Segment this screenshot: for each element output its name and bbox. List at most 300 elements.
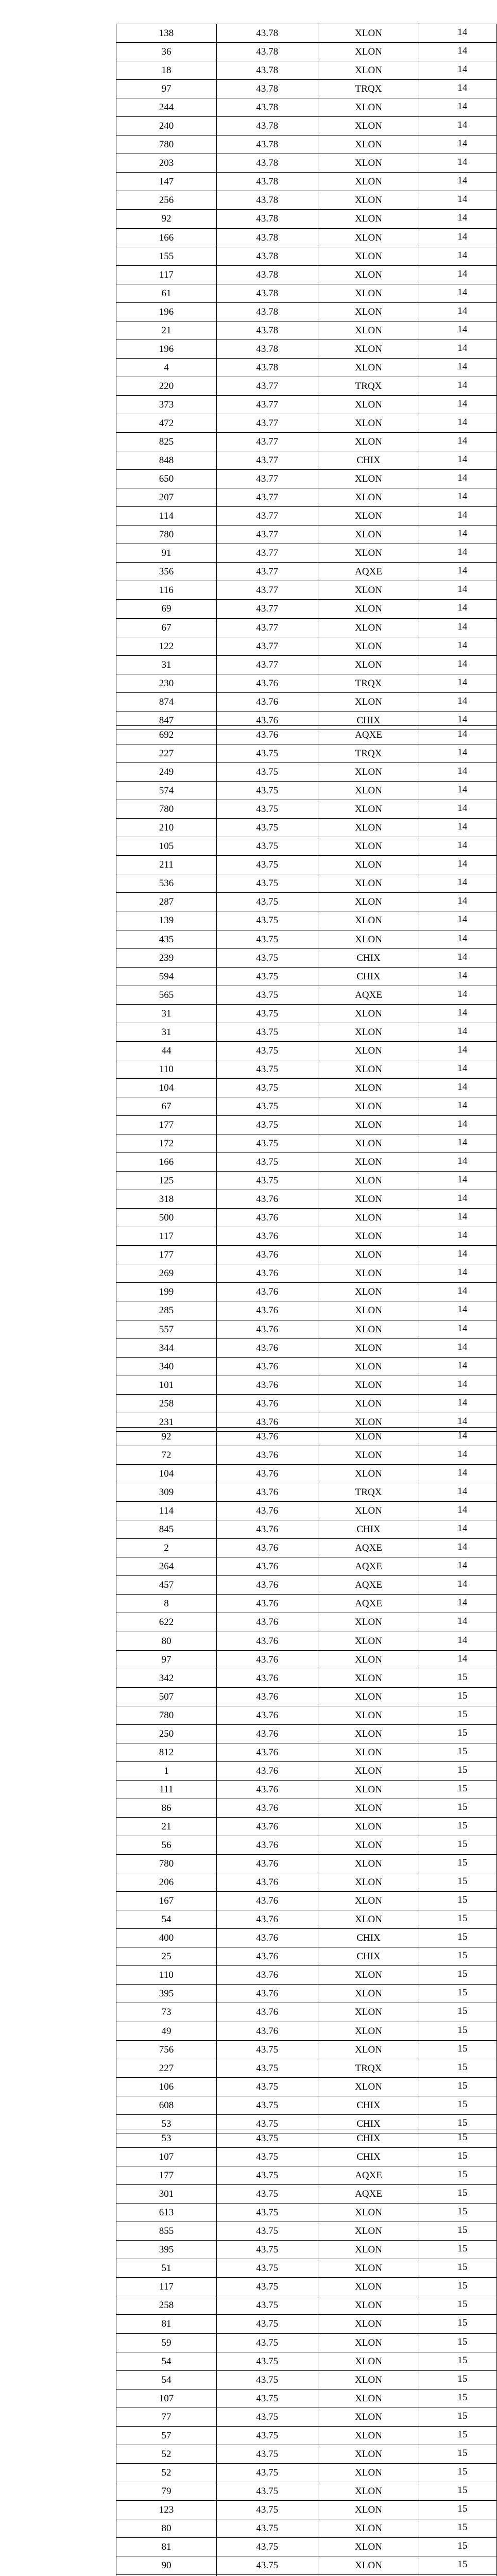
venue-cell: XLON bbox=[318, 837, 419, 856]
venue-cell: XLON bbox=[318, 1743, 419, 1761]
volume-cell: 240 bbox=[116, 117, 217, 135]
price-cell: 43.75 bbox=[216, 2059, 318, 2077]
volume-cell: 435 bbox=[116, 930, 217, 948]
table-row bbox=[116, 2278, 497, 2296]
volume-cell: 117 bbox=[116, 265, 217, 284]
table-row bbox=[116, 2059, 497, 2077]
volume-cell: 285 bbox=[116, 1301, 217, 1320]
table-row bbox=[116, 1724, 497, 1743]
venue-cell: XLON bbox=[318, 800, 419, 819]
venue-cell: AQXE bbox=[318, 2185, 419, 2204]
time-cell: 14 bbox=[419, 24, 497, 43]
price-cell: 43.76 bbox=[216, 1465, 318, 1483]
volume-cell: 54 bbox=[116, 2352, 217, 2370]
volume-cell: 207 bbox=[116, 488, 217, 507]
price-cell: 43.75 bbox=[216, 930, 318, 948]
table-row bbox=[116, 2500, 497, 2519]
time-cell: 14 bbox=[419, 1650, 497, 1669]
table-row bbox=[116, 2556, 497, 2575]
table-row bbox=[116, 1947, 497, 1966]
table-row bbox=[116, 98, 497, 117]
volume-cell: 249 bbox=[116, 763, 217, 782]
table-row bbox=[116, 1892, 497, 1910]
price-cell: 43.76 bbox=[216, 1595, 318, 1613]
venue-cell: XLON bbox=[318, 930, 419, 948]
price-cell: 43.76 bbox=[216, 711, 318, 730]
price-cell: 43.76 bbox=[216, 1520, 318, 1539]
venue-cell: XLON bbox=[318, 526, 419, 544]
price-cell: 43.78 bbox=[216, 265, 318, 284]
table-row bbox=[116, 655, 497, 674]
volume-cell: 90 bbox=[116, 2556, 217, 2575]
venue-cell: CHIX bbox=[318, 967, 419, 986]
volume-cell: 847 bbox=[116, 711, 217, 730]
time-cell: 15 bbox=[419, 2241, 497, 2259]
venue-cell: XLON bbox=[318, 98, 419, 117]
table-row bbox=[116, 856, 497, 874]
time-cell: 14 bbox=[419, 744, 497, 763]
volume-cell: 21 bbox=[116, 1817, 217, 1836]
venue-cell: XLON bbox=[318, 1134, 419, 1153]
volume-cell: 44 bbox=[116, 1041, 217, 1060]
venue-cell: AQXE bbox=[318, 986, 419, 1004]
volume-cell: 594 bbox=[116, 967, 217, 986]
price-cell: 43.76 bbox=[216, 1227, 318, 1246]
table-row bbox=[116, 2296, 497, 2315]
table-row bbox=[116, 1687, 497, 1706]
venue-cell: XLON bbox=[318, 1966, 419, 1985]
volume-cell: 264 bbox=[116, 1557, 217, 1576]
time-cell: 14 bbox=[419, 61, 497, 80]
venue-cell: XLON bbox=[318, 600, 419, 618]
price-cell: 43.77 bbox=[216, 451, 318, 470]
price-cell: 43.75 bbox=[216, 744, 318, 763]
table-row bbox=[116, 191, 497, 210]
price-cell: 43.77 bbox=[216, 433, 318, 451]
volume-cell: 227 bbox=[116, 744, 217, 763]
venue-cell: XLON bbox=[318, 2408, 419, 2426]
price-cell: 43.75 bbox=[216, 2556, 318, 2575]
venue-cell: XLON bbox=[318, 1209, 419, 1227]
price-cell: 43.76 bbox=[216, 1539, 318, 1557]
volume-cell: 874 bbox=[116, 692, 217, 711]
time-cell: 15 bbox=[419, 1855, 497, 1873]
table-row bbox=[116, 61, 497, 80]
volume-cell: 172 bbox=[116, 1134, 217, 1153]
table-row bbox=[116, 1985, 497, 2003]
price-cell: 43.76 bbox=[216, 1376, 318, 1394]
volume-cell: 31 bbox=[116, 1023, 217, 1041]
time-cell: 15 bbox=[419, 2222, 497, 2241]
venue-cell: XLON bbox=[318, 2222, 419, 2241]
volume-cell: 54 bbox=[116, 1910, 217, 1929]
price-cell: 43.75 bbox=[216, 2129, 318, 2148]
time-cell: 15 bbox=[419, 2204, 497, 2222]
time-cell: 15 bbox=[419, 1873, 497, 1892]
price-cell: 43.77 bbox=[216, 544, 318, 563]
venue-cell: XLON bbox=[318, 284, 419, 302]
price-cell: 43.75 bbox=[216, 1060, 318, 1078]
venue-cell: CHIX bbox=[318, 1929, 419, 1947]
volume-cell: 125 bbox=[116, 1172, 217, 1190]
table-row bbox=[116, 2022, 497, 2040]
venue-cell: XLON bbox=[318, 1836, 419, 1855]
time-cell: 15 bbox=[419, 2333, 497, 2352]
price-cell: 43.78 bbox=[216, 321, 318, 340]
time-cell: 15 bbox=[419, 1724, 497, 1743]
table-row bbox=[116, 2482, 497, 2500]
table-row bbox=[116, 1246, 497, 1264]
price-cell: 43.75 bbox=[216, 986, 318, 1004]
venue-cell: XLON bbox=[318, 782, 419, 800]
time-cell: 15 bbox=[419, 1836, 497, 1855]
venue-cell: CHIX bbox=[318, 1947, 419, 1966]
table-row bbox=[116, 2222, 497, 2241]
price-cell: 43.76 bbox=[216, 1301, 318, 1320]
venue-cell: CHIX bbox=[318, 2148, 419, 2166]
venue-cell: CHIX bbox=[318, 2114, 419, 2133]
price-cell: 43.75 bbox=[216, 837, 318, 856]
time-cell: 14 bbox=[419, 674, 497, 692]
venue-cell: XLON bbox=[318, 321, 419, 340]
volume-cell: 239 bbox=[116, 948, 217, 967]
table-row bbox=[116, 837, 497, 856]
volume-cell: 106 bbox=[116, 2077, 217, 2096]
volume-cell: 196 bbox=[116, 340, 217, 358]
venue-cell: XLON bbox=[318, 2538, 419, 2556]
time-cell: 14 bbox=[419, 948, 497, 967]
time-cell: 14 bbox=[419, 1539, 497, 1557]
time-cell: 14 bbox=[419, 191, 497, 210]
volume-cell: 211 bbox=[116, 856, 217, 874]
price-cell: 43.75 bbox=[216, 948, 318, 967]
volume-cell: 395 bbox=[116, 1985, 217, 2003]
venue-cell: XLON bbox=[318, 2204, 419, 2222]
price-cell: 43.75 bbox=[216, 2296, 318, 2315]
venue-cell: CHIX bbox=[318, 2096, 419, 2114]
venue-cell: AQXE bbox=[318, 2166, 419, 2185]
time-cell: 15 bbox=[419, 1947, 497, 1966]
volume-cell: 110 bbox=[116, 1060, 217, 1078]
table-row bbox=[116, 154, 497, 173]
table-row bbox=[116, 911, 497, 930]
venue-cell: XLON bbox=[318, 2445, 419, 2463]
time-cell: 14 bbox=[419, 1557, 497, 1576]
volume-cell: 81 bbox=[116, 2538, 217, 2556]
time-cell: 14 bbox=[419, 563, 497, 581]
venue-cell: XLON bbox=[318, 1320, 419, 1338]
volume-cell: 400 bbox=[116, 1929, 217, 1947]
price-cell: 43.76 bbox=[216, 1264, 318, 1283]
volume-cell: 309 bbox=[116, 1483, 217, 1502]
time-cell: 14 bbox=[419, 1264, 497, 1283]
price-cell: 43.78 bbox=[216, 24, 318, 43]
table-row bbox=[116, 1966, 497, 1985]
table-row bbox=[116, 1153, 497, 1172]
time-cell: 14 bbox=[419, 1097, 497, 1115]
volume-cell: 210 bbox=[116, 819, 217, 837]
venue-cell: XLON bbox=[318, 135, 419, 154]
price-cell: 43.78 bbox=[216, 247, 318, 265]
table-row bbox=[116, 2445, 497, 2463]
volume-cell: 256 bbox=[116, 191, 217, 210]
venue-cell: XLON bbox=[318, 2519, 419, 2537]
volume-cell: 4 bbox=[116, 358, 217, 377]
price-cell: 43.76 bbox=[216, 726, 318, 744]
time-cell: 14 bbox=[419, 247, 497, 265]
price-cell: 43.77 bbox=[216, 526, 318, 544]
price-cell: 43.78 bbox=[216, 80, 318, 98]
volume-cell: 138 bbox=[116, 24, 217, 43]
venue-cell: XLON bbox=[318, 2315, 419, 2333]
time-cell: 14 bbox=[419, 1172, 497, 1190]
venue-cell: TRQX bbox=[318, 377, 419, 395]
price-cell: 43.75 bbox=[216, 967, 318, 986]
volume-cell: 139 bbox=[116, 911, 217, 930]
venue-cell: XLON bbox=[318, 1724, 419, 1743]
venue-cell: XLON bbox=[318, 2003, 419, 2022]
time-cell: 14 bbox=[419, 600, 497, 618]
price-cell: 43.76 bbox=[216, 1873, 318, 1892]
price-cell: 43.76 bbox=[216, 1502, 318, 1520]
time-cell: 15 bbox=[419, 2463, 497, 2482]
venue-cell: CHIX bbox=[318, 711, 419, 730]
volume-cell: 56 bbox=[116, 1836, 217, 1855]
time-cell: 14 bbox=[419, 1632, 497, 1650]
time-cell: 15 bbox=[419, 1817, 497, 1836]
price-cell: 43.76 bbox=[216, 1687, 318, 1706]
time-cell: 14 bbox=[419, 433, 497, 451]
time-cell: 15 bbox=[419, 2370, 497, 2389]
volume-cell: 342 bbox=[116, 1669, 217, 1687]
time-cell: 14 bbox=[419, 414, 497, 432]
table-row bbox=[116, 1428, 497, 1446]
venue-cell: XLON bbox=[318, 1817, 419, 1836]
volume-cell: 258 bbox=[116, 1394, 217, 1413]
venue-cell: XLON bbox=[318, 637, 419, 655]
volume-cell: 97 bbox=[116, 1650, 217, 1669]
volume-cell: 167 bbox=[116, 1892, 217, 1910]
table-row bbox=[116, 1910, 497, 1929]
price-cell: 43.75 bbox=[216, 2315, 318, 2333]
volume-cell: 104 bbox=[116, 1078, 217, 1097]
time-cell: 15 bbox=[419, 1761, 497, 1780]
time-cell: 14 bbox=[419, 911, 497, 930]
price-cell: 43.77 bbox=[216, 655, 318, 674]
time-cell: 14 bbox=[419, 154, 497, 173]
venue-cell: XLON bbox=[318, 507, 419, 526]
volume-cell: 155 bbox=[116, 247, 217, 265]
volume-cell: 105 bbox=[116, 837, 217, 856]
table-row bbox=[116, 674, 497, 692]
volume-cell: 53 bbox=[116, 2129, 217, 2148]
table-row bbox=[116, 893, 497, 911]
volume-cell: 147 bbox=[116, 173, 217, 191]
price-cell: 43.75 bbox=[216, 2185, 318, 2204]
table-row bbox=[116, 284, 497, 302]
venue-cell: XLON bbox=[318, 1428, 419, 1446]
venue-cell: CHIX bbox=[318, 948, 419, 967]
time-cell: 14 bbox=[419, 782, 497, 800]
venue-cell: XLON bbox=[318, 1301, 419, 1320]
volume-cell: 67 bbox=[116, 1097, 217, 1115]
time-cell: 14 bbox=[419, 800, 497, 819]
venue-cell: XLON bbox=[318, 1172, 419, 1190]
table-row bbox=[116, 744, 497, 763]
price-cell: 43.78 bbox=[216, 228, 318, 247]
trades-table-4 bbox=[116, 2129, 497, 2576]
venue-cell: XLON bbox=[318, 763, 419, 782]
time-cell: 14 bbox=[419, 1613, 497, 1632]
time-cell: 14 bbox=[419, 1357, 497, 1376]
venue-cell: XLON bbox=[318, 1097, 419, 1115]
time-cell: 14 bbox=[419, 726, 497, 744]
time-cell: 14 bbox=[419, 692, 497, 711]
venue-cell: XLON bbox=[318, 2241, 419, 2259]
time-cell: 14 bbox=[419, 228, 497, 247]
price-cell: 43.75 bbox=[216, 2077, 318, 2096]
price-cell: 43.76 bbox=[216, 1743, 318, 1761]
volume-cell: 91 bbox=[116, 544, 217, 563]
time-cell: 14 bbox=[419, 340, 497, 358]
price-cell: 43.76 bbox=[216, 1947, 318, 1966]
table-row bbox=[116, 2333, 497, 2352]
time-cell: 15 bbox=[419, 2003, 497, 2022]
venue-cell: XLON bbox=[318, 2278, 419, 2296]
price-cell: 43.76 bbox=[216, 1706, 318, 1724]
table-row bbox=[116, 1595, 497, 1613]
volume-cell: 166 bbox=[116, 228, 217, 247]
price-cell: 43.78 bbox=[216, 340, 318, 358]
time-cell: 15 bbox=[419, 2185, 497, 2204]
venue-cell: XLON bbox=[318, 395, 419, 414]
volume-cell: 196 bbox=[116, 302, 217, 321]
table-row bbox=[116, 1078, 497, 1097]
volume-cell: 80 bbox=[116, 1632, 217, 1650]
time-cell: 15 bbox=[419, 2040, 497, 2059]
venue-cell: XLON bbox=[318, 1687, 419, 1706]
price-cell: 43.76 bbox=[216, 1966, 318, 1985]
volume-cell: 49 bbox=[116, 2022, 217, 2040]
venue-cell: XLON bbox=[318, 2463, 419, 2482]
volume-cell: 21 bbox=[116, 321, 217, 340]
time-cell: 14 bbox=[419, 173, 497, 191]
volume-cell: 18 bbox=[116, 61, 217, 80]
price-cell: 43.76 bbox=[216, 1632, 318, 1650]
venue-cell: XLON bbox=[318, 1632, 419, 1650]
table-row bbox=[116, 1743, 497, 1761]
price-cell: 43.76 bbox=[216, 1910, 318, 1929]
price-cell: 43.75 bbox=[216, 2445, 318, 2463]
table-row bbox=[116, 2077, 497, 2096]
time-cell: 14 bbox=[419, 930, 497, 948]
time-cell: 14 bbox=[419, 1428, 497, 1446]
volume-cell: 855 bbox=[116, 2222, 217, 2241]
time-cell: 14 bbox=[419, 1595, 497, 1613]
venue-cell: XLON bbox=[318, 1669, 419, 1687]
volume-cell: 25 bbox=[116, 1947, 217, 1966]
time-cell: 14 bbox=[419, 637, 497, 655]
time-cell: 14 bbox=[419, 210, 497, 228]
time-cell: 15 bbox=[419, 1780, 497, 1799]
table-row bbox=[116, 1172, 497, 1190]
table-row bbox=[116, 763, 497, 782]
volume-cell: 780 bbox=[116, 135, 217, 154]
table-row bbox=[116, 600, 497, 618]
time-cell: 14 bbox=[419, 1483, 497, 1502]
time-cell: 15 bbox=[419, 1892, 497, 1910]
price-cell: 43.76 bbox=[216, 1650, 318, 1669]
table-row bbox=[116, 2148, 497, 2166]
volume-cell: 507 bbox=[116, 1687, 217, 1706]
table-row bbox=[116, 1134, 497, 1153]
volume-cell: 825 bbox=[116, 433, 217, 451]
volume-cell: 287 bbox=[116, 893, 217, 911]
venue-cell: AQXE bbox=[318, 1539, 419, 1557]
price-cell: 43.78 bbox=[216, 117, 318, 135]
price-cell: 43.75 bbox=[216, 819, 318, 837]
price-cell: 43.76 bbox=[216, 1985, 318, 2003]
table-row bbox=[116, 967, 497, 986]
price-cell: 43.76 bbox=[216, 1246, 318, 1264]
volume-cell: 52 bbox=[116, 2463, 217, 2482]
price-cell: 43.76 bbox=[216, 1799, 318, 1817]
time-cell: 15 bbox=[419, 2426, 497, 2445]
volume-cell: 72 bbox=[116, 1446, 217, 1465]
price-cell: 43.75 bbox=[216, 2114, 318, 2133]
price-cell: 43.75 bbox=[216, 1153, 318, 1172]
venue-cell: XLON bbox=[318, 488, 419, 507]
time-cell: 15 bbox=[419, 2389, 497, 2408]
time-cell: 14 bbox=[419, 1004, 497, 1023]
time-cell: 15 bbox=[419, 2408, 497, 2426]
time-cell: 14 bbox=[419, 874, 497, 893]
venue-cell: XLON bbox=[318, 544, 419, 563]
table-row bbox=[116, 2538, 497, 2556]
price-cell: 43.75 bbox=[216, 1134, 318, 1153]
time-cell: 15 bbox=[419, 1706, 497, 1724]
venue-cell: TRQX bbox=[318, 744, 419, 763]
table-row bbox=[116, 1097, 497, 1115]
venue-cell: TRQX bbox=[318, 1483, 419, 1502]
venue-cell: XLON bbox=[318, 24, 419, 43]
venue-cell: XLON bbox=[318, 1413, 419, 1431]
time-cell: 14 bbox=[419, 470, 497, 488]
volume-cell: 557 bbox=[116, 1320, 217, 1338]
volume-cell: 536 bbox=[116, 874, 217, 893]
time-cell: 15 bbox=[419, 2022, 497, 2040]
venue-cell: XLON bbox=[318, 173, 419, 191]
price-cell: 43.76 bbox=[216, 1209, 318, 1227]
venue-cell: XLON bbox=[318, 1799, 419, 1817]
price-cell: 43.77 bbox=[216, 507, 318, 526]
time-cell: 14 bbox=[419, 1413, 497, 1431]
price-cell: 43.75 bbox=[216, 2166, 318, 2185]
time-cell: 14 bbox=[419, 1520, 497, 1539]
time-cell: 15 bbox=[419, 2114, 497, 2133]
price-cell: 43.78 bbox=[216, 302, 318, 321]
table-row bbox=[116, 507, 497, 526]
venue-cell: XLON bbox=[318, 1190, 419, 1209]
time-cell: 14 bbox=[419, 763, 497, 782]
time-cell: 14 bbox=[419, 986, 497, 1004]
volume-cell: 117 bbox=[116, 2278, 217, 2296]
volume-cell: 227 bbox=[116, 2059, 217, 2077]
table-row bbox=[116, 2389, 497, 2408]
volume-cell: 356 bbox=[116, 563, 217, 581]
table-row bbox=[116, 340, 497, 358]
price-cell: 43.76 bbox=[216, 1557, 318, 1576]
